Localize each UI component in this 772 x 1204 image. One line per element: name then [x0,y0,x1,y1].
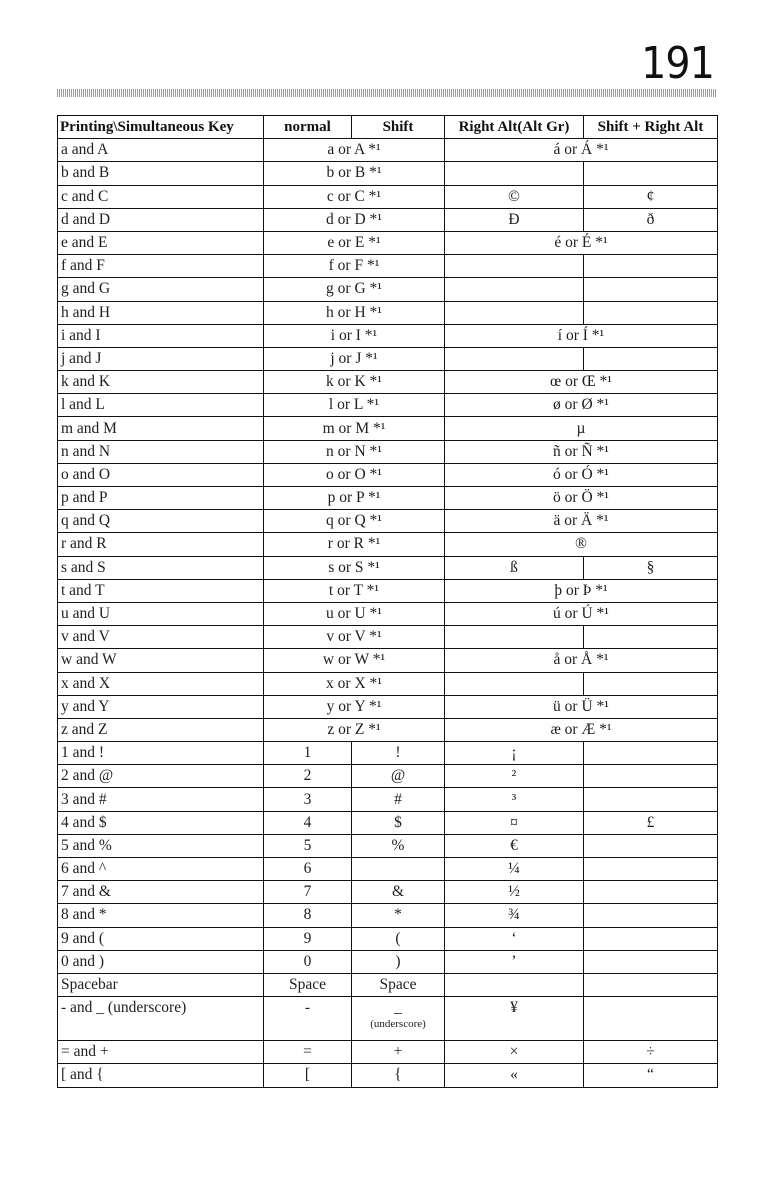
table-row [58,301,718,324]
key-cell: v and V [58,626,264,649]
right-alt-cell: © [445,185,584,208]
normal-cell: 8 [264,904,352,927]
table-row [58,649,718,672]
normal-shift-cell: g or G *¹ [264,278,445,301]
normal-shift-cell: w or W *¹ [264,649,445,672]
right-alt-combined-cell: ® [445,533,718,556]
normal-shift-cell: x or X *¹ [264,672,445,695]
right-alt-combined-cell: þ or Þ *¹ [445,579,718,602]
table-row [58,394,718,417]
shift-right-alt-cell [584,301,718,324]
normal-shift-cell: p or P *¹ [264,487,445,510]
shift-right-alt-cell [584,742,718,765]
key-cell: 0 and ) [58,950,264,973]
table-row [58,208,718,231]
table-row [58,440,718,463]
table-row [58,510,718,533]
key-cell: w and W [58,649,264,672]
shift-right-alt-cell [584,278,718,301]
normal-shift-cell: o or O *¹ [264,463,445,486]
table-row [58,881,718,904]
table-row [58,533,718,556]
shift-right-alt-cell [584,626,718,649]
header-rule [57,89,716,97]
right-alt-combined-cell: ø or Ø *¹ [445,394,718,417]
shift-right-alt-cell: ÷ [584,1041,718,1064]
right-alt-cell [445,301,584,324]
table-row [58,765,718,788]
normal-cell: 5 [264,834,352,857]
right-alt-cell: Ð [445,208,584,231]
shift-cell [352,858,445,881]
page-number: 191 [641,38,714,89]
shift-right-alt-cell [584,927,718,950]
shift-cell: Space [352,973,445,996]
shift-cell: & [352,881,445,904]
normal-shift-cell: h or H *¹ [264,301,445,324]
shift-right-alt-cell [584,672,718,695]
table-row [58,602,718,625]
right-alt-cell: ¾ [445,904,584,927]
normal-shift-cell: k or K *¹ [264,371,445,394]
key-cell: 1 and ! [58,742,264,765]
table-row [58,162,718,185]
right-alt-cell [445,973,584,996]
table-row [58,858,718,881]
shift-cell: # [352,788,445,811]
right-alt-cell: ³ [445,788,584,811]
normal-shift-cell: j or J *¹ [264,347,445,370]
table-row [58,417,718,440]
normal-cell: 9 [264,927,352,950]
table-row [58,324,718,347]
header-key: Printing\Simultaneous Key [58,116,264,139]
header-shift-right-alt: Shift + Right Alt [584,116,718,139]
key-cell: f and F [58,255,264,278]
shift-cell: { [352,1064,445,1087]
header-right-alt: Right Alt(Alt Gr) [445,116,584,139]
key-cell: y and Y [58,695,264,718]
normal-cell: 0 [264,950,352,973]
shift-cell: @ [352,765,445,788]
key-cell: l and L [58,394,264,417]
right-alt-cell [445,162,584,185]
right-alt-cell: ¥ [445,997,584,1041]
table-row [58,718,718,741]
key-cell: [ and { [58,1064,264,1087]
right-alt-cell [445,278,584,301]
right-alt-combined-cell: ó or Ó *¹ [445,463,718,486]
right-alt-combined-cell: ä or Ä *¹ [445,510,718,533]
normal-shift-cell: b or B *¹ [264,162,445,185]
table-row [58,487,718,510]
normal-shift-cell: z or Z *¹ [264,718,445,741]
key-cell: j and J [58,347,264,370]
right-alt-cell: « [445,1064,584,1087]
normal-cell: 1 [264,742,352,765]
table-row [58,556,718,579]
table-row [58,463,718,486]
shift-right-alt-cell [584,997,718,1041]
key-cell: 8 and * [58,904,264,927]
normal-shift-cell: n or N *¹ [264,440,445,463]
key-cell: 2 and @ [58,765,264,788]
key-cell: Spacebar [58,973,264,996]
key-cell: c and C [58,185,264,208]
right-alt-cell: ½ [445,881,584,904]
right-alt-combined-cell: å or Å *¹ [445,649,718,672]
table-row [58,950,718,973]
shift-cell: ( [352,927,445,950]
right-alt-cell: ² [445,765,584,788]
table-row [58,231,718,254]
shift-cell: $ [352,811,445,834]
key-cell: 7 and & [58,881,264,904]
shift-cell: % [352,834,445,857]
right-alt-cell: ¼ [445,858,584,881]
normal-shift-cell: y or Y *¹ [264,695,445,718]
normal-cell: [ [264,1064,352,1087]
table-row [58,997,718,1041]
table-row [58,1041,718,1064]
normal-cell: 7 [264,881,352,904]
normal-shift-cell: t or T *¹ [264,579,445,602]
shift-cell: ) [352,950,445,973]
key-cell: k and K [58,371,264,394]
normal-cell: 3 [264,788,352,811]
key-cell: r and R [58,533,264,556]
normal-shift-cell: e or E *¹ [264,231,445,254]
shift-value: _ [394,999,402,1017]
shift-cell: ! [352,742,445,765]
normal-cell: - [264,997,352,1041]
shift-note: (underscore) [370,1018,426,1031]
table-row [58,834,718,857]
right-alt-cell: ‘ [445,927,584,950]
right-alt-cell: ß [445,556,584,579]
normal-shift-cell: m or M *¹ [264,417,445,440]
shift-right-alt-cell [584,858,718,881]
header-normal: normal [264,116,352,139]
right-alt-combined-cell: µ [445,417,718,440]
shift-cell: + [352,1041,445,1064]
normal-shift-cell: s or S *¹ [264,556,445,579]
table-row [58,185,718,208]
table-row [58,626,718,649]
normal-shift-cell: l or L *¹ [264,394,445,417]
normal-shift-cell: c or C *¹ [264,185,445,208]
table-row [58,927,718,950]
right-alt-combined-cell: í or Í *¹ [445,324,718,347]
shift-cell: * [352,904,445,927]
right-alt-cell: × [445,1041,584,1064]
shift-right-alt-cell [584,834,718,857]
right-alt-cell: ¤ [445,811,584,834]
table-row [58,579,718,602]
key-cell: z and Z [58,718,264,741]
normal-cell: 6 [264,858,352,881]
key-cell: 5 and % [58,834,264,857]
table-row [58,904,718,927]
normal-shift-cell: f or F *¹ [264,255,445,278]
key-cell: - and _ (underscore) [58,997,264,1041]
key-cell: 6 and ^ [58,858,264,881]
right-alt-cell: € [445,834,584,857]
table-row [58,347,718,370]
shift-right-alt-cell [584,973,718,996]
right-alt-cell [445,347,584,370]
key-cell: 3 and # [58,788,264,811]
key-cell: s and S [58,556,264,579]
shift-right-alt-cell [584,255,718,278]
shift-right-alt-cell [584,347,718,370]
key-cell: i and I [58,324,264,347]
normal-cell: 2 [264,765,352,788]
right-alt-combined-cell: ñ or Ñ *¹ [445,440,718,463]
table-row [58,371,718,394]
shift-cell [352,997,445,1041]
key-cell: t and T [58,579,264,602]
table-row [58,742,718,765]
table-row [58,973,718,996]
key-cell: = and + [58,1041,264,1064]
right-alt-combined-cell: æ or Æ *¹ [445,718,718,741]
table-header-row [58,116,718,139]
right-alt-combined-cell: é or É *¹ [445,231,718,254]
key-cell: 4 and $ [58,811,264,834]
key-cell: e and E [58,231,264,254]
normal-cell: = [264,1041,352,1064]
key-mapping-table [57,115,718,1088]
shift-right-alt-cell: ð [584,208,718,231]
shift-right-alt-cell: “ [584,1064,718,1087]
right-alt-cell [445,626,584,649]
shift-right-alt-cell [584,162,718,185]
key-cell: h and H [58,301,264,324]
table-row [58,255,718,278]
right-alt-cell: ¡ [445,742,584,765]
shift-right-alt-cell [584,788,718,811]
right-alt-combined-cell: ú or Ú *¹ [445,602,718,625]
right-alt-combined-cell: ö or Ö *¹ [445,487,718,510]
table-row [58,788,718,811]
shift-right-alt-cell [584,765,718,788]
right-alt-cell [445,255,584,278]
table-row [58,278,718,301]
key-cell: g and G [58,278,264,301]
key-cell: o and O [58,463,264,486]
key-cell: d and D [58,208,264,231]
normal-shift-cell: r or R *¹ [264,533,445,556]
key-cell: x and X [58,672,264,695]
table-row [58,811,718,834]
table-row [58,695,718,718]
key-cell: 9 and ( [58,927,264,950]
normal-shift-cell: a or A *¹ [264,139,445,162]
key-cell: a and A [58,139,264,162]
key-cell: p and P [58,487,264,510]
normal-shift-cell: i or I *¹ [264,324,445,347]
table-row [58,672,718,695]
shift-right-alt-cell [584,881,718,904]
key-cell: u and U [58,602,264,625]
right-alt-cell [445,672,584,695]
normal-shift-cell: q or Q *¹ [264,510,445,533]
shift-right-alt-cell: £ [584,811,718,834]
shift-right-alt-cell [584,950,718,973]
shift-right-alt-cell: ¢ [584,185,718,208]
normal-shift-cell: u or U *¹ [264,602,445,625]
normal-cell: 4 [264,811,352,834]
right-alt-combined-cell: á or Á *¹ [445,139,718,162]
key-cell: q and Q [58,510,264,533]
header-shift: Shift [352,116,445,139]
table-row [58,1064,718,1087]
normal-cell: Space [264,973,352,996]
right-alt-combined-cell: ü or Ü *¹ [445,695,718,718]
normal-shift-cell: v or V *¹ [264,626,445,649]
key-cell: m and M [58,417,264,440]
key-cell: b and B [58,162,264,185]
key-cell: n and N [58,440,264,463]
shift-right-alt-cell: § [584,556,718,579]
right-alt-combined-cell: œ or Œ *¹ [445,371,718,394]
normal-shift-cell: d or D *¹ [264,208,445,231]
table-row [58,139,718,162]
shift-right-alt-cell [584,904,718,927]
right-alt-cell: ’ [445,950,584,973]
